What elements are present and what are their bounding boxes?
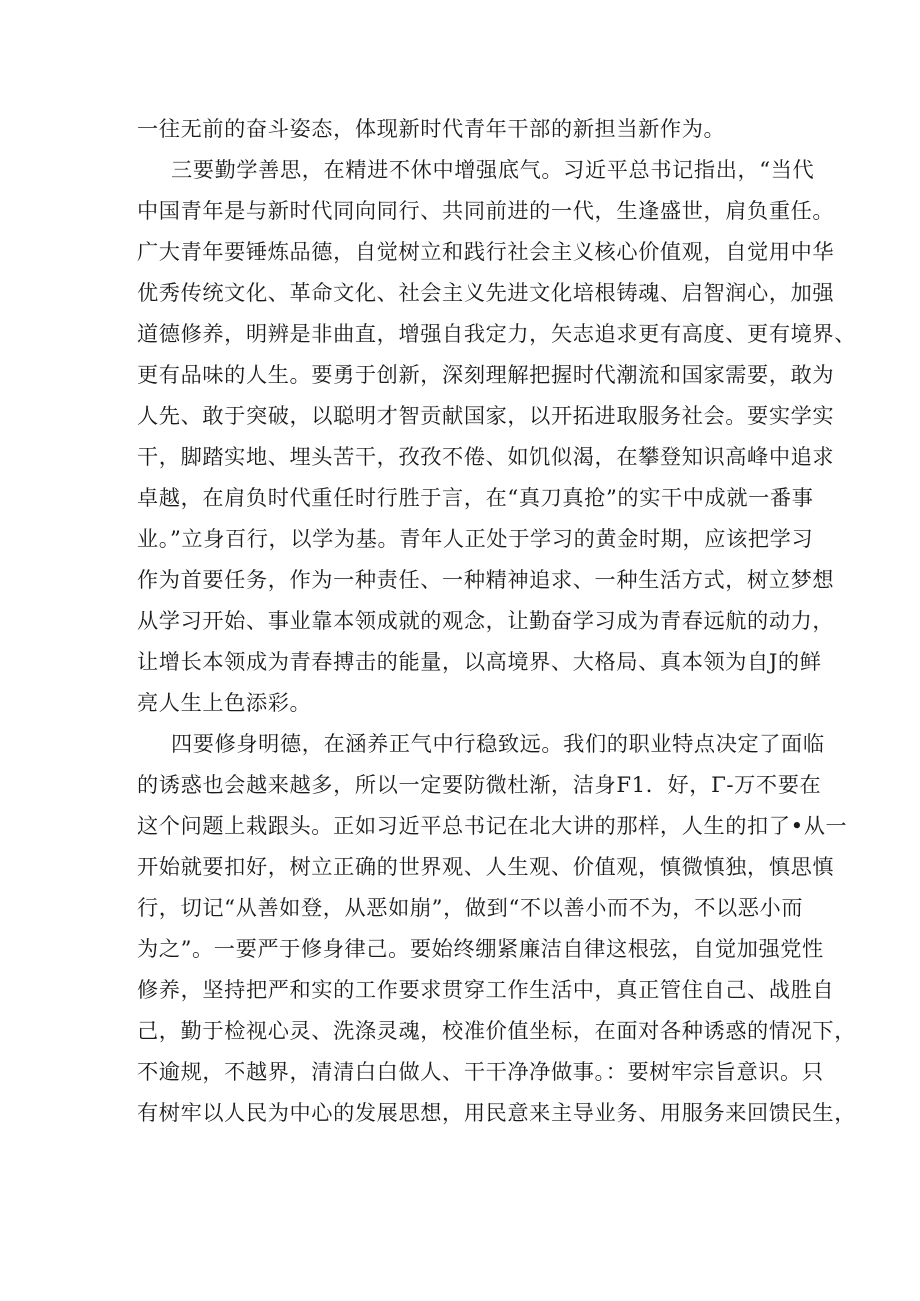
text-line: 作为首要任务，作为一种责任、一种精神追求、一种生活方式，树立梦想 [137,567,835,592]
text-line: 己，勤于检视心灵、洗涤灵魂，校准价值坐标，在面对各种诱惑的情况下， [137,1018,856,1043]
paragraph-virtue [137,723,856,1133]
text-line: 道德修养，明辨是非曲直，增强自我定力，矢志追求更有高度、更有境界、 [137,321,856,346]
text-line: 人先、敢于突破，以聪明才智贡献国家，以开拓进取服务社会。要实学实 [137,403,835,428]
text-line: 开始就要扣好，树立正确的世界观、人生观、价值观，慎微慎独，慎思慎 [137,854,835,879]
text-line: 三要勤学善思，在精进不休中增强底气。习近平总书记指出，“当代 [171,157,815,182]
text-line: 有树牢以人民为中心的发展思想，用民意来主导业务、用服务来回馈民生， [137,1100,856,1125]
text-line: 更有品味的人生。要勇于创新，深刻理解把握时代潮流和国家需要，敢为 [137,362,835,387]
text-line: 业。”立身百行，以学为基。青年人正处于学习的黄金时期，应该把学习 [137,526,814,551]
text-line: 亮人生上色添彩。 [137,690,312,715]
text-line: 不逾规，不越界，清清白白做人、干干净净做事。：要树牢宗旨意识。只 [137,1059,824,1084]
text-line: 一往无前的奋斗姿态，体现新时代青年干部的新担当新作为。 [137,116,726,141]
text-line: 从学习开始、事业靠本领成就的观念，让勤奋学习成为青春远航的动力， [137,608,835,633]
text-line: 优秀传统文化、革命文化、社会主义先进文化培根铸魂、启智润心，加强 [137,280,835,305]
text-line: 修养，坚持把严和实的工作要求贯穿工作生活中，真正管住自己、战胜自 [137,977,835,1002]
document-body [137,108,856,1133]
text-line: 卓越，在肩负时代重任时行胜于言，在“真刀真抢”的实干中成就一番事 [137,485,814,510]
paragraph-study [137,149,856,723]
text-line: 让增长本领成为青春搏击的能量，以高境界、大格局、真本领为自J的鲜 [137,649,822,674]
text-line: 的诱惑也会越来越多，所以一定要防微杜渐，洁身F1．好，Γ-万不要在 [137,772,822,797]
text-line: 干，脚踏实地、埋头苦干，孜孜不倦、如饥似渴，在攀登知识高峰中追求 [137,444,835,469]
text-line: 广大青年要锤炼品德，自觉树立和践行社会主义核心价值观，自觉用中华 [137,239,835,264]
paragraph-continuation [137,108,797,149]
text-line: 为之”。一要严于修身律己。要始终绷紧廉洁自律这根弦，自觉加强党性 [137,936,824,961]
text-line: 行，切记“从善如登，从恶如崩”，做到“不以善小而不为，不以恶小而 [137,895,804,920]
text-line: 中国青年是与新时代同向同行、共同前进的一代，生逢盛世，肩负重任。 [137,198,835,223]
text-line: 四要修身明德，在涵养正气中行稳致远。我们的职业特点决定了面临 [171,731,825,756]
text-line: 这个问题上栽跟头。正如习近平总书记在北大讲的那样，人生的扣了•从一 [137,813,848,838]
